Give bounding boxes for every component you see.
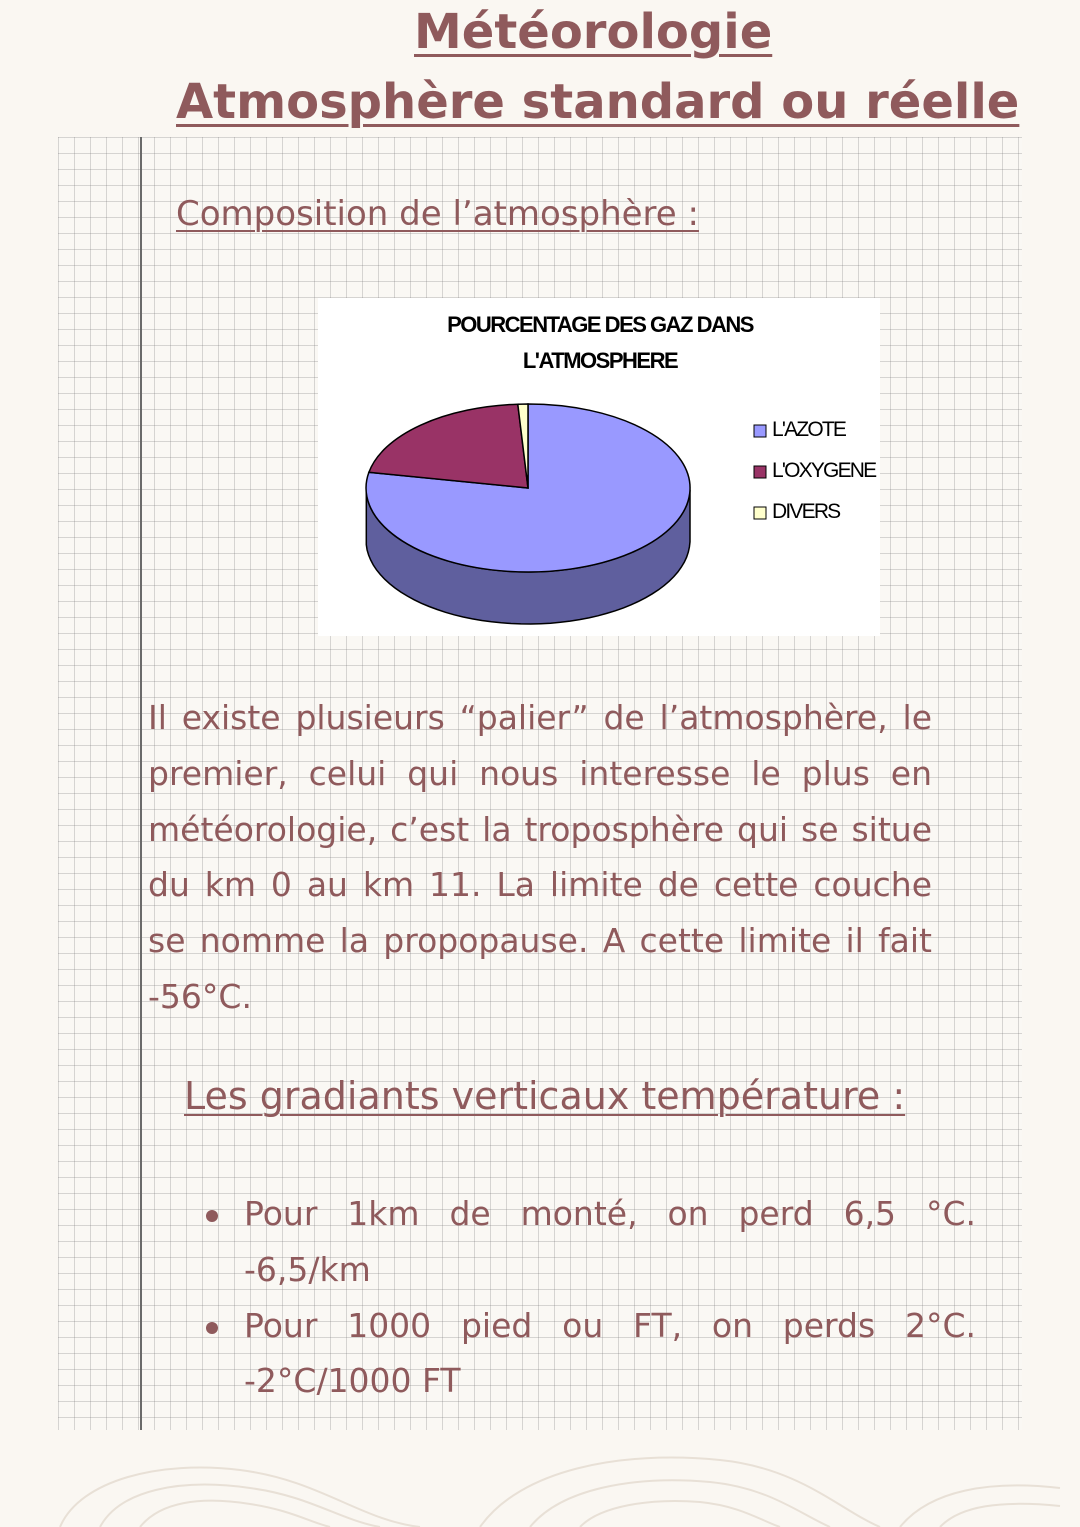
legend-label: L'AZOTE [772, 418, 846, 441]
legend-label: DIVERS [772, 500, 840, 523]
list-item-text: Pour 1000 pied ou FT, on perds 2°C. -2°C/1000 FT [244, 1305, 976, 1401]
margin-line [140, 137, 142, 1430]
section-heading-composition: Composition de l’atmosphère : [176, 194, 699, 234]
bullet-icon [206, 1322, 218, 1334]
decorative-swirl [0, 1430, 1080, 1527]
pie-slices [366, 404, 690, 624]
list-item [204, 1298, 976, 1410]
legend-swatch [754, 425, 766, 437]
chart-title-line-1: POURCENTAGE DES GAZ DANS [447, 312, 753, 337]
legend-label: L'OXYGENE [772, 459, 876, 482]
list-item [204, 1186, 976, 1298]
bullet-icon [206, 1210, 218, 1222]
legend-swatch [754, 466, 766, 478]
pie-chart-svg [318, 298, 880, 636]
page-title: Météorologie [414, 4, 773, 60]
chart-title-line-2: L'ATMOSPHERE [522, 348, 678, 373]
chart-legend [754, 418, 877, 523]
pie-chart [318, 298, 880, 636]
gradient-list [204, 1186, 976, 1409]
list-item-text: Pour 1km de monté, on perd 6,5 °C. -6,5/km [244, 1194, 976, 1289]
page-subtitle: Atmosphère standard ou réelle [176, 74, 1020, 130]
legend-swatch [754, 507, 766, 519]
troposphere-paragraph: Il existe plusieurs “palier” de l’atmosphère, le premier, celui qui nous interesse le plus en météorologie, c’est la troposphère qui se situe du km 0 au km 11. La limite de cette couche se nomme la propopause. A cette limite il fait -56°C. [148, 698, 932, 1016]
section-heading-gradients: Les gradiants verticaux température : [184, 1074, 906, 1118]
